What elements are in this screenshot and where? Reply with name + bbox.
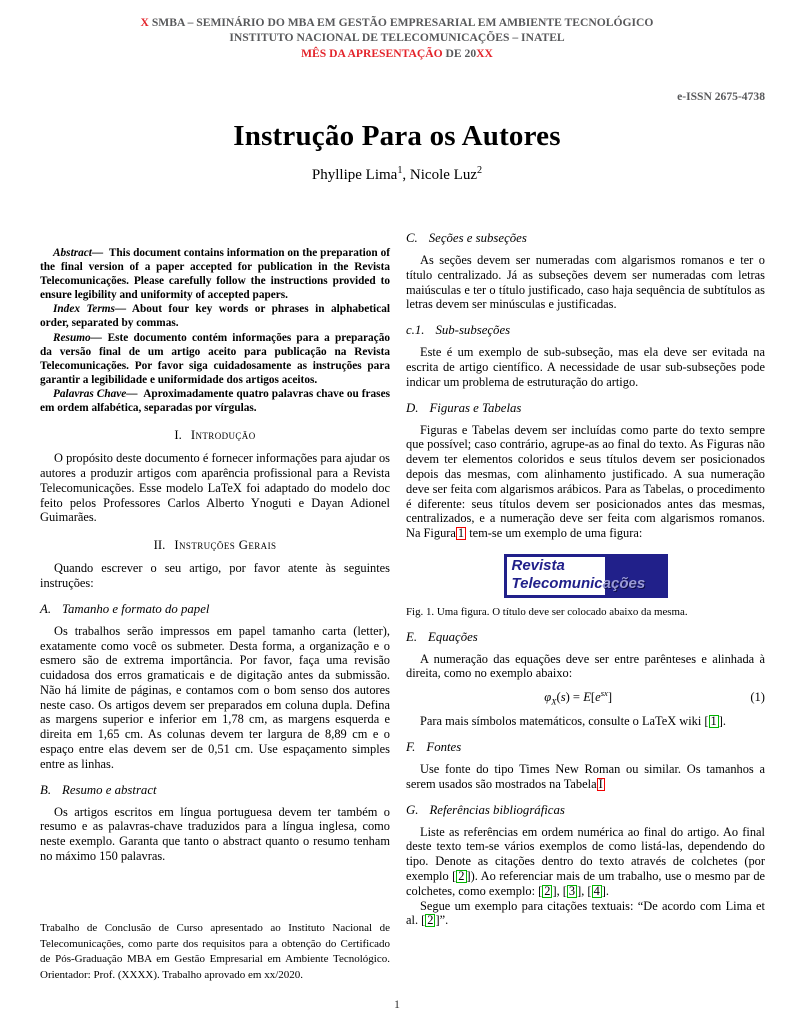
- paragraph-latex-wiki: Para mais símbolos matemáticos, consulte o LaTeX wiki [ 1 ].: [420, 714, 726, 729]
- section-heading-instrucoes-gerais: [40, 538, 390, 553]
- conference-header-line1: X SMBA – SEMINÁRIO DO MBA EM GESTÃO EMPRESARIAL EM AMBIENTE TECNOLÓGICO: [140, 16, 654, 29]
- paragraph-figuras-tabelas: Figuras e Tabelas devem ser incluídas como parte do texto sempre que possível; caso contrário, agrupe-as ao final do texto. As Figuras não devem ter elementos coloridos e seus títulos devem ser posicionados depois das mesmas, com alinhamento justificado. A sua numeração deve ser feita com algarismos arábicos. Para as Tabelas, o procedimento é diferente: seus títulos devem ser posicionados antes das mesmas, centralizados, e a numeração deve ser feita com algarismos romanos. Na Figura 1 tem-se um exemplo de uma figura:: [406, 422, 765, 541]
- logo-line2-light: ações: [602, 575, 646, 593]
- index-terms-paragraph: Index Terms— About four key words or phrases in alphabetical order, separated by commas.: [40, 303, 390, 330]
- issn-label: e-ISSN 2675-4738: [677, 90, 765, 103]
- page-number: 1: [394, 997, 400, 1011]
- thanks-footnote: Trabalho de Conclusão de Curso apresentado ao Instituto Nacional de Telecomunicações, como parte dos requisitos para a obtenção do Certificado de Pós-Graduação MBA em Gestão Empresarial em Ambiente Tecnológico. Orientador: Prof. (XXXX). Trabalho aprovado em xx/2020.: [40, 922, 390, 981]
- subsection-heading-resumo-abstract: [40, 783, 390, 798]
- logo-line1: Revista: [511, 556, 565, 574]
- section-heading-introducao: [40, 428, 390, 443]
- page-title: Instrução Para os Autores: [233, 120, 561, 152]
- citation-link[interactable]: 2: [544, 883, 551, 898]
- abstract-block: [40, 246, 390, 415]
- citation-link[interactable]: 1: [710, 714, 717, 729]
- authors-line: Phyllipe Lima$^1$, Nicole Luz$^2$: [311, 165, 483, 183]
- subsection-number: F.: [406, 739, 416, 754]
- subsection-heading-referencias: [406, 803, 765, 818]
- paragraph-referencias-1: Liste as referências em ordem numérica ao final do artigo. Ao final deste texto tem-se vários exemplos de como listá-las, dependendo do tipo. Denote as citações dentro do texto através de colchetes (por exemplo [ 2 ]). Ao referenciar mais de um trabalho, use o mesmo par de colchetes, como exemplo: [ 2 ], [ 3 ], [ 4 ].: [406, 824, 766, 898]
- paragraph-secoes: As seções devem ser numeradas com algarismos romanos e ter o título centralizado. Já as subseções devem ser numeradas com letras maiúsculas e ter o título justificado, caso haja sequência de subtítulos as letras devem ser minúsculas e justificadas.: [406, 253, 765, 312]
- paragraph-referencias-2: Segue um exemplo para citações textuais: “De acordo com Lima et al. [ 2 ]”.: [406, 898, 765, 928]
- conference-header-line2: INSTITUTO NACIONAL DE TELECOMUNICAÇÕES – INATEL: [229, 31, 565, 45]
- resumo-paragraph: Resumo— Este documento contém informações para a preparação da versão final de um artigo aceito para publicação na Revista Telecomunicações. Por favor siga cuidadosamente as instruções para garantir a legibilidade e uniformidade dos artigos aceitos.: [40, 331, 390, 386]
- equation-1: [406, 687, 765, 707]
- figure-1-caption: Fig. 1. Uma figura. O título deve ser colocado abaixo da mesma.: [406, 605, 688, 618]
- paragraph-equacoes: A numeração das equações deve ser entre parênteses e alinhada à direita, como no exemplo abaixo:: [406, 651, 765, 681]
- right-column: [406, 231, 765, 928]
- abstract-paragraph: Abstract— This document contains information on the preparation of the final version of a paper accepted for publication in the Revista Telecomunicações. Please carefully follow the instructions provided to ensure legibility and uniformity of accepted papers.: [40, 247, 390, 302]
- paragraph-instrucoes-gerais: Quando escrever o seu artigo, por favor atente às seguintes instruções:: [40, 561, 390, 590]
- section-number: I.: [174, 428, 182, 443]
- conference-header-line3: MÊS DA APRESENTAÇÃO DE 20XX: [301, 46, 493, 60]
- subsubsection-number: c.1.: [406, 323, 425, 338]
- ref-link[interactable]: 1: [457, 526, 465, 541]
- subsection-title: Referências bibliográficas: [429, 802, 565, 817]
- subsection-title: Equações: [428, 629, 478, 644]
- paragraph-resumo-abstract: Os artigos escritos em língua portuguesa devem ter também o resumo e as palavras-chave traduzidos para a língua inglesa, como neste exemplo. Garanta que tanto o abstract quanto o resumo tenham no máximo 150 palavras.: [40, 804, 390, 864]
- logo-text: [512, 557, 646, 594]
- subsection-heading-fontes: [406, 740, 765, 755]
- citation-link[interactable]: 2: [427, 913, 434, 928]
- subsection-title: Figuras e Tabelas: [429, 400, 522, 415]
- subsection-title: Seções e subseções: [428, 231, 527, 245]
- citation-link[interactable]: 2: [458, 868, 465, 883]
- ref-link[interactable]: I: [598, 776, 603, 791]
- revista-telecomunicacoes-logo: [504, 554, 668, 598]
- paragraph-introducao: O propósito deste documento é fornecer informações para ajudar os autores a produzir artigos com aparência profissional para a Revista Telecomunicações. Esse modelo LaTeX foi adaptado do modelo doc feito pelos Professores Carlos Alberto Ynoguti e Dayan Adionel Guimarães.: [40, 451, 390, 525]
- subsection-title: Fontes: [426, 739, 462, 754]
- subsection-heading-figuras-tabelas: [406, 401, 765, 416]
- paragraph-tamanho-papel: Os trabalhos serão impressos em papel tamanho carta (letter), exatamente como você os submeter. Desta forma, a organização e o esmero são de extrema importância. Por favor, faça uma revisão cuidadosa dos erros gramaticais e de digitação antes da submissão. Não há limite de páginas, e contamos com o bom senso dos autores neste caso. Os artigos devem ser preparados em coluna dupla. Defina as margens superior e inferior em 1,78 cm, as margens esquerda e direita em 1,65 cm. As colunas devem ter largura de 8,89 cm e o espaço entre elas devem ser de 0,51 cm. Use espaçamento simples entre as linhas.: [40, 623, 390, 771]
- subsubsection-heading-sub-subsecoes: [406, 323, 765, 338]
- citation-link[interactable]: 3: [568, 883, 576, 898]
- logo-line2-dark: Telecomunic: [511, 575, 603, 593]
- section-title: Introdução: [190, 428, 256, 443]
- subsection-title: Resumo e abstract: [62, 782, 157, 797]
- paragraph-fontes: Use fonte do tipo Times New Roman ou similar. Os tamanhos a serem usados são mostrados na Tabela I: [406, 761, 765, 791]
- figure-1: [406, 554, 765, 598]
- section-number: II.: [153, 538, 166, 553]
- subsection-number: G.: [406, 802, 419, 817]
- subsection-number: B.: [40, 782, 52, 797]
- palavras-chave-paragraph: Palavras Chave— Aproximadamente quatro palavras chave ou frases em ordem alfabética, separadas por vírgulas.: [40, 387, 390, 415]
- subsection-number: E.: [406, 629, 418, 644]
- equation-body: $\varphi_X(s) = E[e^{sx}]$: [544, 687, 613, 707]
- subsection-heading-secoes: [406, 231, 765, 246]
- conference-header: [0, 15, 794, 61]
- equation-number: (1): [750, 690, 765, 705]
- subsection-number: D.: [406, 400, 419, 415]
- subsection-heading-tamanho-papel: [40, 602, 390, 617]
- subsection-title: Tamanho e formato do papel: [62, 601, 210, 616]
- left-column: [40, 246, 390, 864]
- subsection-number: A.: [40, 601, 52, 616]
- subsubsection-title: Sub-subseções: [435, 323, 511, 338]
- section-title: Instruções Gerais: [174, 538, 277, 553]
- subsection-number: C.: [406, 231, 418, 245]
- paragraph-sub-subsecoes: Este é um exemplo de sub-subseção, mas ela deve ser evitada na escrita de artigo científico. A necessidade de usar sub-subseções pode indicar um problema de estruturação do artigo.: [406, 345, 765, 389]
- subsection-heading-equacoes: [406, 630, 765, 645]
- citation-link[interactable]: 4: [593, 883, 600, 898]
